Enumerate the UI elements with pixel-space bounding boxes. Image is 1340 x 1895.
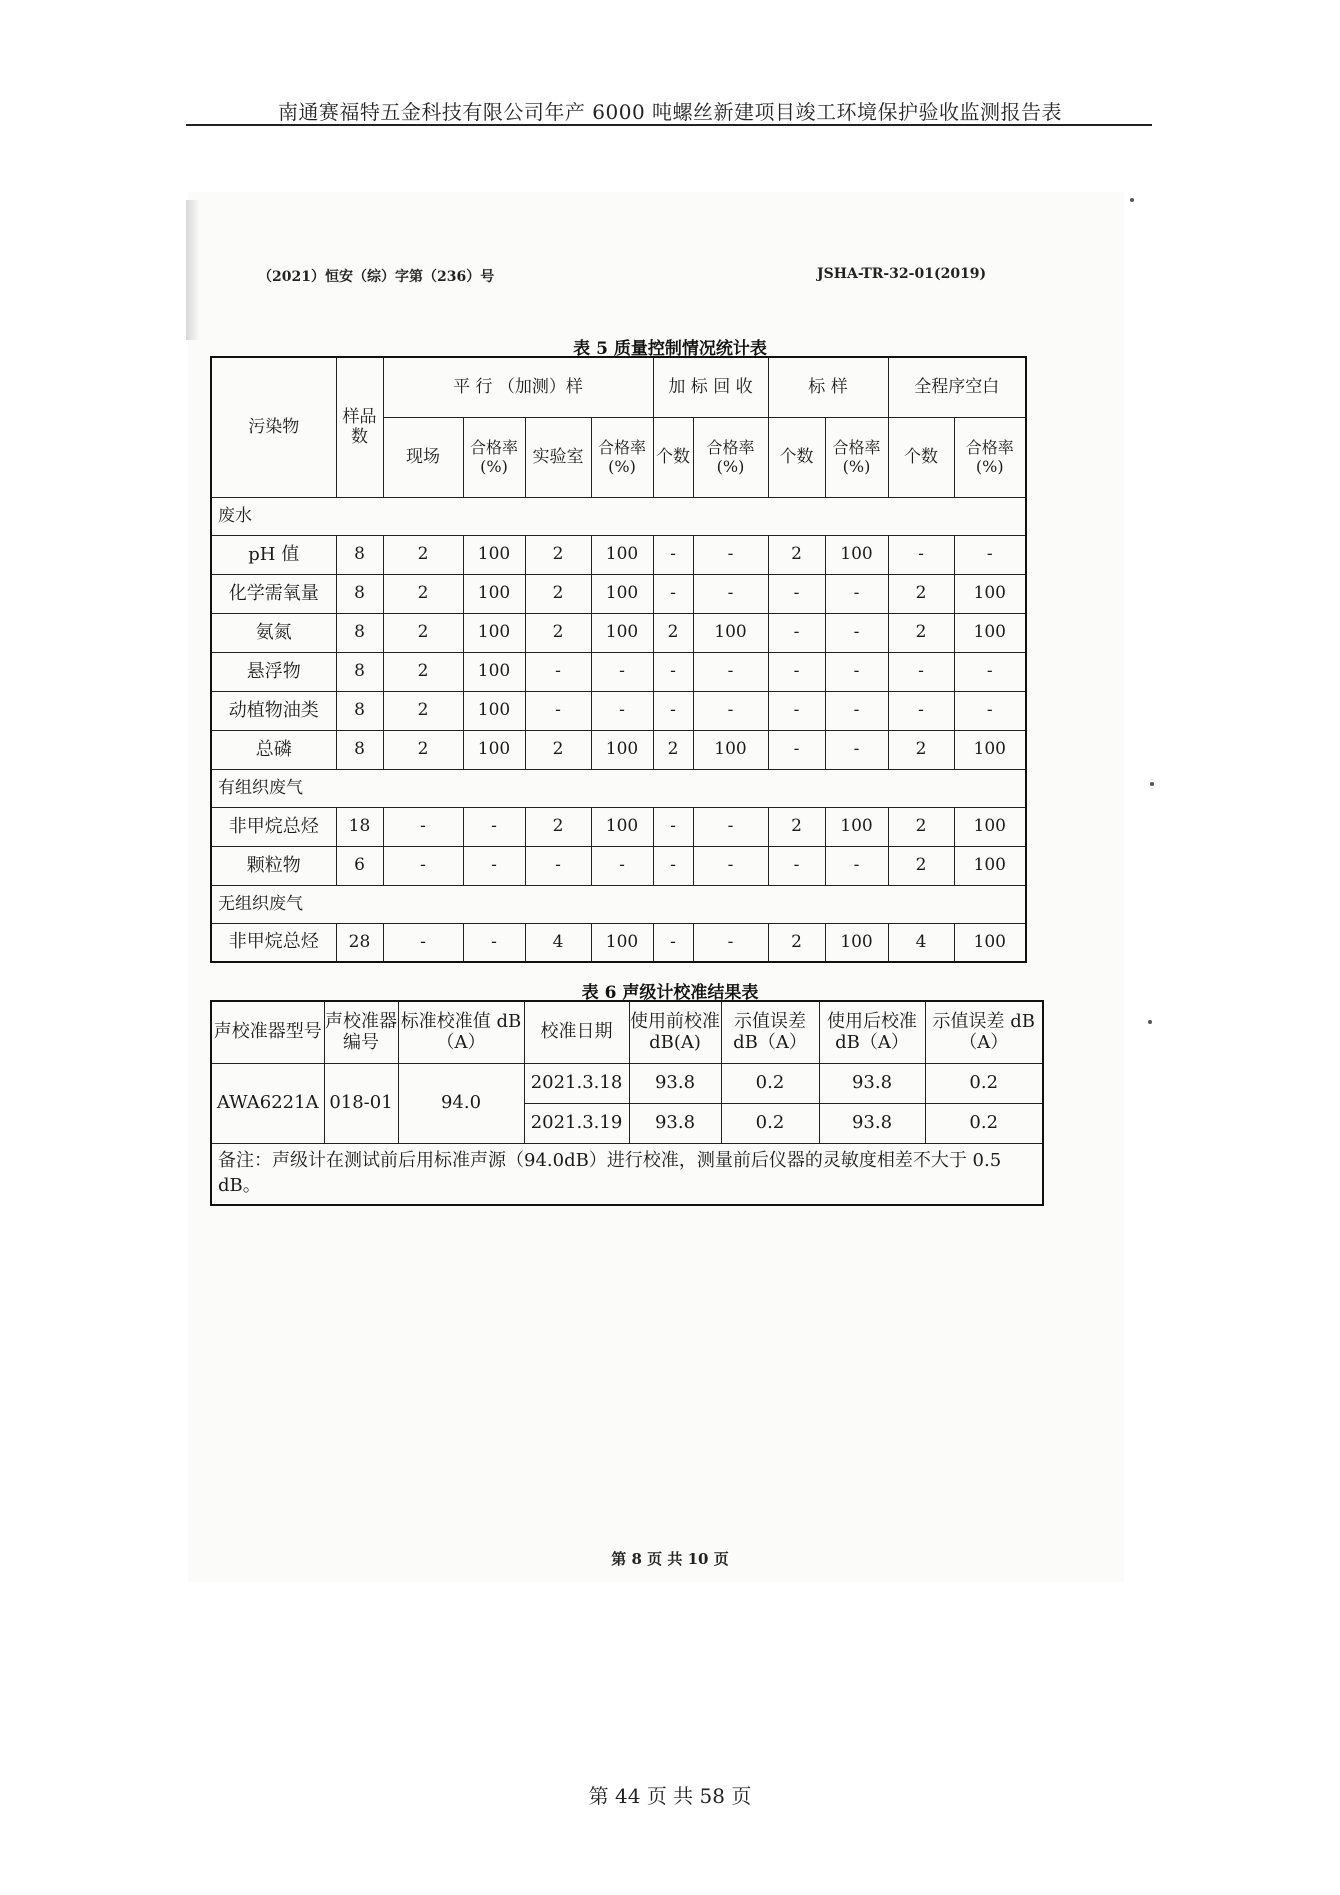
table-cell: 100 <box>463 730 525 769</box>
table-cell: 100 <box>954 574 1026 613</box>
header-before: 使用前校准 dB(A) <box>629 1001 721 1063</box>
header-count: 个数 <box>888 417 954 497</box>
table-cell: - <box>693 923 768 962</box>
calibrator-serial: 018-01 <box>324 1063 398 1143</box>
table-cell: - <box>768 846 825 885</box>
table-cell: 100 <box>825 535 888 574</box>
header-err-after: 示值误差 dB（A） <box>925 1001 1043 1063</box>
pollutant-name: 氨氮 <box>211 613 336 652</box>
table-cell: 2 <box>525 535 591 574</box>
section-label: 有组织废气 <box>211 769 1026 807</box>
table-cell: - <box>653 535 693 574</box>
table-cell: 100 <box>825 923 888 962</box>
header-model: 声校准器型号 <box>211 1001 324 1063</box>
table-cell: - <box>825 613 888 652</box>
table-cell: 100 <box>591 923 653 962</box>
table-cell: - <box>825 691 888 730</box>
header-pollutant: 污染物 <box>211 357 336 497</box>
header-standard: 标 样 <box>768 357 888 417</box>
table-cell: 100 <box>463 574 525 613</box>
table-cell: 2 <box>383 730 463 769</box>
table-row <box>211 730 1026 769</box>
table-cell: - <box>463 846 525 885</box>
table-cell: 8 <box>336 691 383 730</box>
table-cell: - <box>693 807 768 846</box>
table-cell: 8 <box>336 535 383 574</box>
table-cell: 100 <box>463 535 525 574</box>
table-cell: 2 <box>525 613 591 652</box>
page-footer: 第 44 页 共 58 页 <box>588 1784 752 1808</box>
table-cell: - <box>693 846 768 885</box>
table-cell: 2 <box>525 574 591 613</box>
table-cell: - <box>525 652 591 691</box>
section-row <box>211 769 1026 807</box>
after-value: 93.8 <box>819 1063 925 1103</box>
table-cell: 2 <box>653 613 693 652</box>
table-cell: 100 <box>591 730 653 769</box>
table-cell: - <box>463 807 525 846</box>
table-cell: - <box>768 730 825 769</box>
table-row <box>211 574 1026 613</box>
table-row <box>211 535 1026 574</box>
inner-page-number: 第 8 页 共 10 页 <box>611 1550 729 1568</box>
pollutant-name: 悬浮物 <box>211 652 336 691</box>
table-cell: - <box>825 574 888 613</box>
header-err-before: 示值误差 dB（A） <box>721 1001 819 1063</box>
table-cell: 100 <box>693 613 768 652</box>
document-code: JSHA-TR-32-01(2019) <box>817 266 987 282</box>
table-cell: 4 <box>525 923 591 962</box>
error-after: 0.2 <box>925 1103 1043 1143</box>
calibrator-model: AWA6221A <box>211 1063 324 1143</box>
header-count: 个数 <box>768 417 825 497</box>
table-cell: 100 <box>591 535 653 574</box>
table-row <box>211 613 1026 652</box>
scan-speck <box>1148 1020 1152 1024</box>
table-cell: - <box>653 923 693 962</box>
after-value: 93.8 <box>819 1103 925 1143</box>
pollutant-name: 非甲烷总烃 <box>211 807 336 846</box>
pollutant-name: 化学需氧量 <box>211 574 336 613</box>
error-before: 0.2 <box>721 1103 819 1143</box>
table6-caption: 表 6 声级计校准结果表 <box>581 983 759 1003</box>
table-cell: 100 <box>591 613 653 652</box>
table-cell: - <box>653 846 693 885</box>
table-cell: 6 <box>336 846 383 885</box>
table-cell: 2 <box>525 807 591 846</box>
table-cell: - <box>525 691 591 730</box>
table-cell: 28 <box>336 923 383 962</box>
header-lab: 实验室 <box>525 417 591 497</box>
table-cell: - <box>825 730 888 769</box>
table-cell: 2 <box>888 574 954 613</box>
pollutant-name: pH 值 <box>211 535 336 574</box>
table-cell: 2 <box>888 807 954 846</box>
table-cell: - <box>954 691 1026 730</box>
table-cell: 2 <box>768 923 825 962</box>
table-cell: 2 <box>888 730 954 769</box>
table-cell: 100 <box>463 652 525 691</box>
calibrator-std-value: 94.0 <box>398 1063 524 1143</box>
quality-control-table <box>210 356 1027 963</box>
header-blank: 全程序空白 <box>888 357 1026 417</box>
header-spike: 加 标 回 收 <box>653 357 768 417</box>
header-std-value: 标准校准值 dB（A） <box>398 1001 524 1063</box>
table-cell: 2 <box>383 691 463 730</box>
header-sample-count: 样品数 <box>336 357 383 497</box>
scan-speck <box>1130 198 1134 202</box>
table-row <box>211 691 1026 730</box>
table-cell: - <box>888 691 954 730</box>
table-cell: 8 <box>336 613 383 652</box>
table-cell: 100 <box>693 730 768 769</box>
calibration-note: 备注：声级计在测试前后用标准声源（94.0dB）进行校准，测量前后仪器的灵敏度相差不大于 0.5 dB。 <box>211 1143 1043 1205</box>
table-cell: - <box>768 613 825 652</box>
header-count: 个数 <box>653 417 693 497</box>
table-cell: - <box>383 923 463 962</box>
table-cell: 8 <box>336 652 383 691</box>
pollutant-name: 动植物油类 <box>211 691 336 730</box>
table-cell: - <box>591 652 653 691</box>
table-cell: 2 <box>768 535 825 574</box>
section-label: 无组织废气 <box>211 885 1026 923</box>
table-row <box>211 846 1026 885</box>
table-cell: 2 <box>383 652 463 691</box>
table-cell: 100 <box>591 574 653 613</box>
table-cell: 2 <box>383 613 463 652</box>
table-cell: - <box>693 652 768 691</box>
section-label: 废水 <box>211 497 1026 535</box>
pollutant-name: 颗粒物 <box>211 846 336 885</box>
table-cell: - <box>463 923 525 962</box>
table-cell: 2 <box>525 730 591 769</box>
table-cell: - <box>825 652 888 691</box>
header-pass-rate: 合格率(%) <box>825 417 888 497</box>
scan-shadow <box>186 200 200 340</box>
header-parallel: 平 行 （加测）样 <box>383 357 653 417</box>
table-cell: 4 <box>888 923 954 962</box>
table-cell: - <box>591 691 653 730</box>
sound-calibration-table <box>210 1000 1044 1206</box>
table-cell: - <box>954 535 1026 574</box>
table-cell: - <box>954 652 1026 691</box>
table-cell: 2 <box>383 574 463 613</box>
table-cell: 100 <box>463 691 525 730</box>
error-before: 0.2 <box>721 1063 819 1103</box>
section-row <box>211 885 1026 923</box>
calibration-date: 2021.3.19 <box>524 1103 629 1143</box>
table-cell: 100 <box>954 613 1026 652</box>
header-spike-pass-rate: 合格率(%) <box>693 417 768 497</box>
table-cell: - <box>825 846 888 885</box>
document-number: （2021）恒安（综）字第（236）号 <box>258 269 495 285</box>
header-field: 现场 <box>383 417 463 497</box>
table-cell: 100 <box>954 923 1026 962</box>
table-cell: 100 <box>954 730 1026 769</box>
table5-caption: 表 5 质量控制情况统计表 <box>573 339 767 359</box>
table-cell: 8 <box>336 574 383 613</box>
table-cell: - <box>653 691 693 730</box>
before-value: 93.8 <box>629 1063 721 1103</box>
table-cell: - <box>653 807 693 846</box>
table-cell: - <box>693 691 768 730</box>
table-cell: 2 <box>653 730 693 769</box>
header-divider <box>186 124 1152 126</box>
header-pass-rate: 合格率(%) <box>954 417 1026 497</box>
before-value: 93.8 <box>629 1103 721 1143</box>
header-after: 使用后校准 dB（A） <box>819 1001 925 1063</box>
table-cell: - <box>383 807 463 846</box>
table-cell: - <box>768 574 825 613</box>
table-row <box>211 807 1026 846</box>
table-cell: - <box>693 535 768 574</box>
table-cell: - <box>653 652 693 691</box>
scan-speck <box>1150 782 1154 786</box>
section-row <box>211 497 1026 535</box>
table-cell: - <box>768 691 825 730</box>
table-cell: - <box>383 846 463 885</box>
table-cell: 100 <box>463 613 525 652</box>
table-cell: - <box>693 574 768 613</box>
table-cell: 2 <box>383 535 463 574</box>
table-cell: - <box>653 574 693 613</box>
pollutant-name: 非甲烷总烃 <box>211 923 336 962</box>
header-date: 校准日期 <box>524 1001 629 1063</box>
table-row <box>211 652 1026 691</box>
report-header-title: 南通赛福特五金科技有限公司年产 6000 吨螺丝新建项目竣工环境保护验收监测报告表 <box>277 100 1063 124</box>
table-cell: 100 <box>954 846 1026 885</box>
header-pass-rate: 合格率(%) <box>463 417 525 497</box>
pollutant-name: 总磷 <box>211 730 336 769</box>
table-cell: 100 <box>591 807 653 846</box>
table-cell: - <box>888 652 954 691</box>
table-cell: 2 <box>888 613 954 652</box>
table-row <box>211 923 1026 962</box>
table-cell: 18 <box>336 807 383 846</box>
header-pass-rate: 合格率(%) <box>591 417 653 497</box>
table-cell: 100 <box>825 807 888 846</box>
table-cell: 8 <box>336 730 383 769</box>
error-after: 0.2 <box>925 1063 1043 1103</box>
calibration-date: 2021.3.18 <box>524 1063 629 1103</box>
table-cell: - <box>591 846 653 885</box>
table-cell: - <box>525 846 591 885</box>
table-cell: 2 <box>888 846 954 885</box>
table-cell: - <box>888 535 954 574</box>
table-cell: 100 <box>954 807 1026 846</box>
table-cell: 2 <box>768 807 825 846</box>
table-cell: - <box>768 652 825 691</box>
header-serial: 声校准器编号 <box>324 1001 398 1063</box>
